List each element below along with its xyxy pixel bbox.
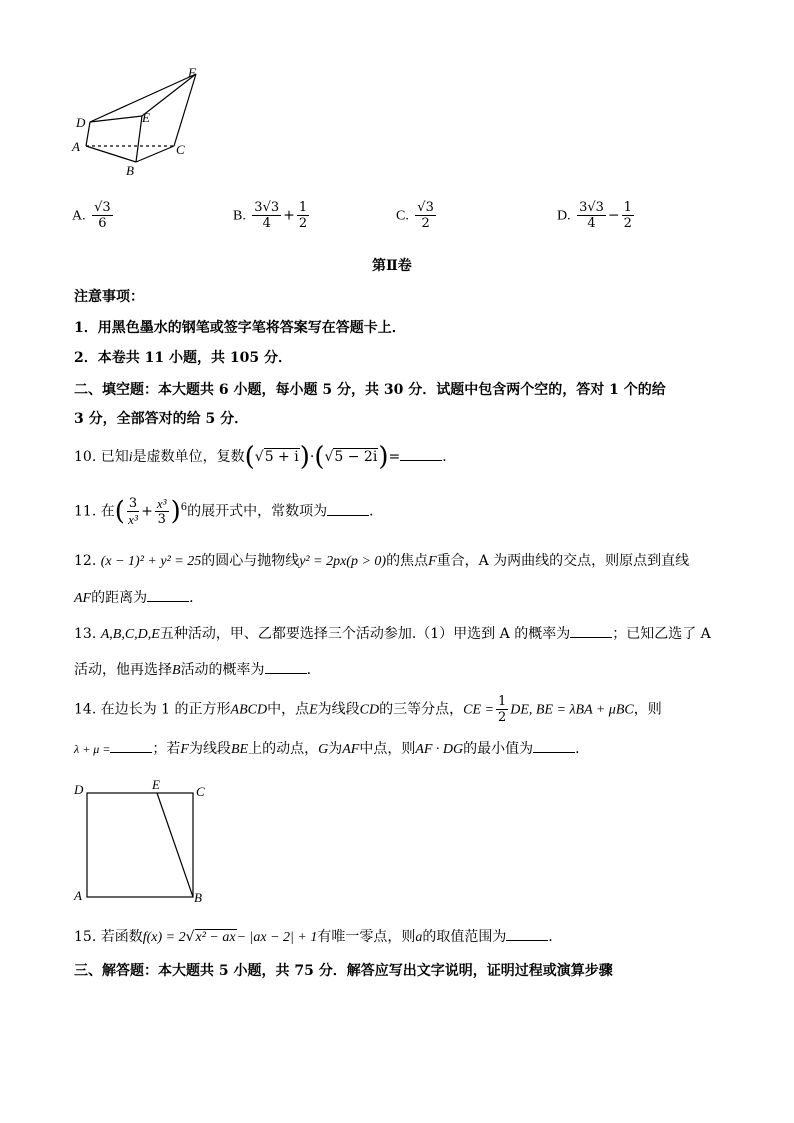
edge-BC [136, 146, 174, 162]
part3-heading: 三、解答题：本大题共 5 小题，共 75 分．解答应写出文字说明，证明过程或演算步骤 [74, 963, 613, 979]
answer-blank[interactable] [327, 501, 369, 516]
option-d: D. $\frac{3√3}{4}$ − $\frac{1}{2}$ [557, 200, 632, 231]
notice-1: 1．用黑色墨水的钢笔或签字笔将答案写在答题卡上． [74, 320, 406, 336]
answer-blank[interactable] [570, 623, 612, 638]
question-11: 11. 在( $\frac{3}{\text{x³}}$ + $\frac{\text{x³}}{3}$ )$^6$的展开式中，常数项为 ． [74, 496, 384, 527]
edge-DA [86, 122, 90, 146]
option-b: B. $\frac{3√3}{4}$ + $\frac{1}{2}$ [233, 200, 308, 231]
part2-heading-line1: 二、填空题：本大题共 6 小题，每小题 5 分，共 30 分．试题中包含两个空的，答对 1 个的给 [74, 382, 666, 398]
edge-AB [86, 146, 136, 162]
label-B: B [194, 890, 202, 905]
question-13-line2: 活动，他再选择B活动的概率为 ． [74, 659, 321, 681]
question-14-line2: λ + μ = ；若F为线段BE上的动点，G为AF中点，则AF · DG的最小值为 ． [74, 738, 589, 760]
edge-FC [174, 74, 196, 146]
segment-EB [157, 793, 193, 897]
answer-blank[interactable] [110, 738, 152, 753]
question-12-line2: AF的距离为 ． [74, 587, 203, 609]
label-D: D [76, 115, 86, 130]
question-13-line1: 13. A,B,C,D,E五种活动，甲、乙都要选择三个活动参加.（1）甲选到 A 的概率为 ；已知乙选了 A [74, 623, 711, 645]
option-c: C. $\frac{√3}{2}$ [396, 200, 434, 231]
question-14-line1: 14. 在边长为 1 的正方形ABCD中，点E为线段CD的三等分点，CE = $\frac{1}{2}$ DE, BE = λBA + μBC，则 [74, 694, 662, 725]
square-figure [70, 778, 214, 906]
label-A: A [74, 888, 82, 903]
prism-figure [66, 64, 206, 180]
answer-blank[interactable] [506, 926, 548, 941]
label-E: E [142, 110, 150, 125]
label-D: D [74, 782, 84, 797]
option-a: A. $\frac{√3}{6}$ [72, 200, 111, 231]
label-B: B [126, 163, 134, 178]
square-ABCD [87, 793, 193, 897]
section-title: 第Ⅱ卷 [372, 258, 412, 274]
question-15: 15. 若函数f(x) = 2√x² − ax− |ax − 2| + 1有唯一零点，则a的取值范围为 ． [74, 926, 562, 948]
label-E: E [152, 778, 160, 792]
notice-2: 2．本卷共 11 小题，共 105 分． [74, 350, 292, 366]
notice-title: 注意事项： [74, 289, 144, 305]
question-12-line1: 12. (x − 1)² + y² = 25的圆心与抛物线y² = 2px(p > 0)的焦点F重合，A 为两曲线的交点，则原点到直线 [74, 553, 690, 569]
question-10: 10. 已知i是虚数单位，复数(√5 + i)·(√5 − 2i)= ． [74, 442, 457, 472]
label-A: A [72, 139, 80, 154]
part2-heading-line2: 3 分，全部答对的给 5 分． [74, 411, 249, 427]
answer-blank[interactable] [147, 587, 189, 602]
answer-blank[interactable] [533, 738, 575, 753]
label-C: C [196, 784, 205, 799]
answer-blank[interactable] [400, 446, 442, 461]
answer-blank[interactable] [265, 659, 307, 674]
label-F: F [188, 65, 196, 80]
label-C: C [176, 142, 185, 157]
